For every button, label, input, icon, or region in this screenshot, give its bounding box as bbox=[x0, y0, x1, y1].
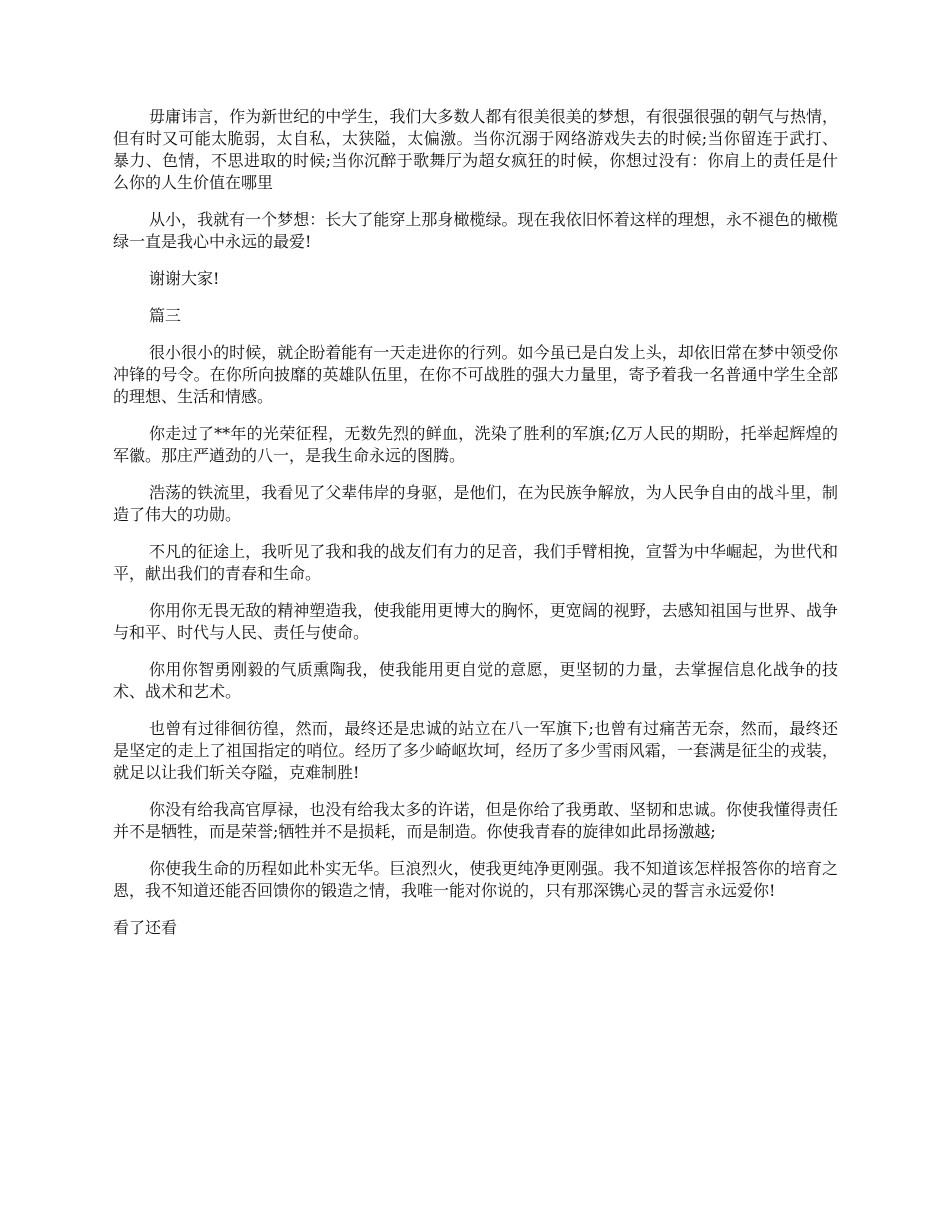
paragraph-6: 不凡的征途上，我听见了我和我的战友们有力的足音，我们手臂相挽，宣誓为中华崛起，为世代和平，献出我们的青春和生命。 bbox=[113, 542, 838, 583]
paragraph-thanks: 谢谢大家! bbox=[149, 269, 220, 288]
paragraph-2: 从小，我就有一个梦想：长大了能穿上那身橄榄绿。现在我依旧怀着这样的理想，永不褪色的橄榄绿一直是我心中永远的最爱! bbox=[113, 210, 838, 251]
paragraph-11: 你使我生命的历程如此朴实无华。巨浪烈火，使我更纯净更刚强。我不知道该怎样报答你的培育之恩，我不知道还能否回馈你的锻造之情，我唯一能对你说的，只有那深镌心灵的誓言永远爱你! bbox=[113, 859, 838, 900]
document-body bbox=[113, 106, 838, 954]
paragraph-1: 毋庸讳言，作为新世纪的中学生，我们大多数人都有很美很美的梦想，有很强很强的朝气与热情，但有时又可能太脆弱，太自私，太狭隘，太偏激。当你沉溺于网络游戏失去的时候;当你留连于武打、暴力、色情，不思进取的时候;当你沉醉于歌舞厅为超女疯狂的时候，你想过没有：你肩上的责任是什么你的人生价值在哪里 bbox=[113, 107, 838, 192]
paragraph-5: 浩荡的铁流里，我看见了父辈伟岸的身驱，是他们，在为民族争解放，为人民争自由的战斗里，制造了伟大的功勋。 bbox=[113, 483, 838, 524]
section-heading: 篇三 bbox=[149, 306, 182, 325]
footer-link-text: 看了还看 bbox=[113, 918, 178, 937]
paragraph-4: 你走过了**年的光荣征程，无数先烈的鲜血，洗染了胜利的军旗;亿万人民的期盼，托举起辉煌的军徽。那庄严遒劲的八一，是我生命永远的图腾。 bbox=[113, 424, 838, 465]
paragraph-3: 很小很小的时候，就企盼着能有一天走进你的行列。如今虽已是白发上头，却依旧常在梦中领受你冲锋的号令。在你所向披靡的英雄队伍里，在你不可战胜的强大力量里，寄予着我一名普通中学生全部的理想、生活和情感。 bbox=[113, 343, 838, 406]
paragraph-10: 你没有给我高官厚禄，也没有给我太多的许诺，但是你给了我勇敢、坚韧和忠诚。你使我懂得责任并不是牺牲，而是荣誉;牺牲并不是损耗，而是制造。你使我青春的旋律如此昂扬激越; bbox=[113, 800, 838, 841]
paragraph-7: 你用你无畏无敌的精神塑造我，使我能用更博大的胸怀，更宽阔的视野，去感知祖国与世界、战争与和平、时代与人民、责任与使命。 bbox=[113, 601, 838, 642]
paragraph-8: 你用你智勇刚毅的气质熏陶我，使我能用更自觉的意愿，更坚韧的力量，去掌握信息化战争的技术、战术和艺术。 bbox=[113, 660, 838, 701]
paragraph-9: 也曾有过徘徊彷徨，然而，最终还是忠诚的站立在八一军旗下;也曾有过痛苦无奈，然而，最终还是坚定的走上了祖国指定的哨位。经历了多少崎岖坎坷，经历了多少雪雨风霜，一套满是征尘的戎装，就足以让我们斩关夺隘，克难制胜! bbox=[113, 719, 838, 782]
